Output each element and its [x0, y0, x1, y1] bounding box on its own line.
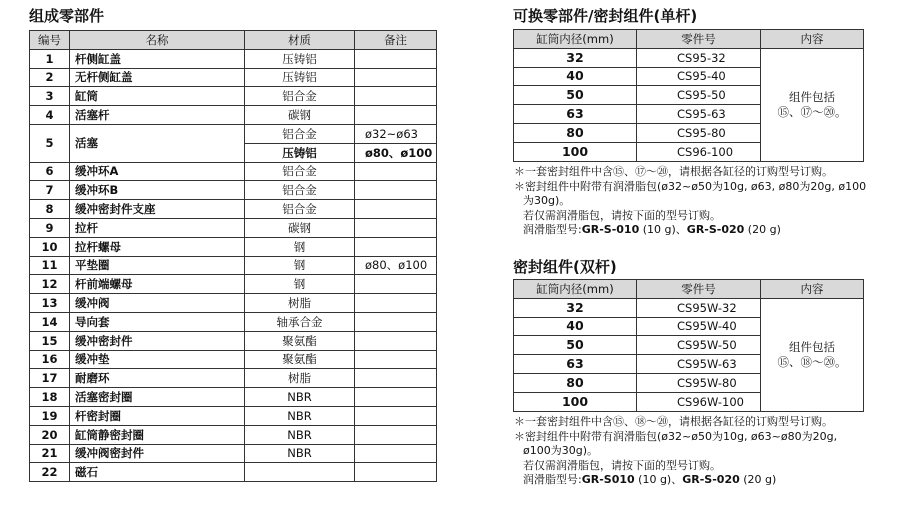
grease-model-line: [514, 223, 894, 238]
note-line: ＊密封组件中附带有润滑脂包(ø32~ø50为10g, ø63~ø80为20g,: [514, 429, 838, 443]
part-name: 导向套: [70, 312, 245, 331]
kit-part-no: CS95W-63: [637, 355, 761, 374]
header-bore: 缸筒内径(mm): [514, 30, 637, 49]
table-row: [30, 294, 437, 313]
double-header-row: [514, 280, 864, 299]
part-note: [355, 406, 437, 425]
single-rod-notes: [514, 165, 894, 238]
table-row: [30, 444, 437, 463]
header-part-no: 零件号: [637, 280, 761, 299]
part-no: 18: [30, 388, 70, 407]
table-row: [30, 106, 437, 125]
kit-content-line2: ⑮、⑱～⑳。: [777, 354, 847, 369]
grease-qty: (20 g): [744, 223, 781, 236]
part-note: [355, 68, 437, 87]
part-material: 碳钢: [245, 218, 355, 237]
kit-part-no: CS95W-32: [637, 298, 761, 317]
part-note: ø80、ø100: [355, 143, 437, 162]
header-part-no: 零件号: [637, 30, 761, 49]
part-material: 铝合金: [245, 162, 355, 181]
kit-part-no: CS95-80: [637, 123, 761, 142]
kit-content-line1: 组件包括: [789, 89, 835, 104]
part-no: 6: [30, 162, 70, 181]
table-row: [30, 388, 437, 407]
note-line: ＊一套密封组件中含⑮、⑰～⑳，请根据各缸径的订购型号订购。: [514, 165, 833, 178]
part-note: [355, 200, 437, 219]
note-line: ＊一套密封组件中含⑮、⑱～⑳，请根据各缸径的订购型号订购。: [514, 415, 833, 428]
table-row: [30, 312, 437, 331]
part-name: 缓冲密封件: [70, 331, 245, 350]
part-material: 钢: [245, 237, 355, 256]
note-line: 若仅需润滑脂包，请按下面的型号订购。: [523, 458, 721, 472]
part-note: [355, 87, 437, 106]
kit-part-no: CS95-63: [637, 105, 761, 124]
header-content: 内容: [761, 30, 864, 49]
table-row: [30, 49, 437, 68]
part-material: 压铸铝: [245, 68, 355, 87]
bore-size: 63: [514, 355, 637, 374]
part-no: 17: [30, 369, 70, 388]
part-note: [355, 463, 437, 482]
part-note: [355, 162, 437, 181]
header-no: 编号: [30, 31, 70, 50]
kit-part-no: CS95W-40: [637, 317, 761, 336]
part-material: NBR: [245, 425, 355, 444]
part-name: 缓冲环A: [70, 162, 245, 181]
grease-code: GR-S-020: [682, 473, 740, 486]
part-note: [355, 350, 437, 369]
table-row: [30, 87, 437, 106]
part-note: [355, 237, 437, 256]
header-bore: 缸筒内径(mm): [514, 280, 637, 299]
bore-size: 63: [514, 105, 637, 124]
part-material: NBR: [245, 444, 355, 463]
part-note: [355, 369, 437, 388]
part-name: 磁石: [70, 463, 245, 482]
part-material: 铝合金: [245, 124, 355, 143]
kit-content: [761, 48, 864, 161]
part-material: 铝合金: [245, 181, 355, 200]
part-material: 压铸铝: [245, 143, 355, 162]
part-material: NBR: [245, 406, 355, 425]
part-no: 1: [30, 49, 70, 68]
part-no: 5: [30, 124, 70, 162]
part-name: 杆密封圈: [70, 406, 245, 425]
part-name: 活塞密封圈: [70, 388, 245, 407]
part-no: 12: [30, 275, 70, 294]
note-line: 若仅需润滑脂包，请按下面的型号订购。: [523, 208, 721, 222]
kit-part-no: CS95W-50: [637, 336, 761, 355]
part-no: 21: [30, 444, 70, 463]
header-material: 材质: [245, 31, 355, 50]
part-no: 15: [30, 331, 70, 350]
note-line: ＊密封组件中附带有润滑脂包(ø32~ø50为10g, ø63, ø80为20g, ø100: [514, 179, 867, 193]
part-material: 铝合金: [245, 200, 355, 219]
part-name: 缓冲垫: [70, 350, 245, 369]
header-content: 内容: [761, 280, 864, 299]
part-no: 22: [30, 463, 70, 482]
part-note: [355, 49, 437, 68]
table-row: [30, 68, 437, 87]
table-row: [30, 463, 437, 482]
part-note: [355, 425, 437, 444]
part-no: 20: [30, 425, 70, 444]
table-row: [30, 256, 437, 275]
bore-size: 50: [514, 86, 637, 105]
part-material: 压铸铝: [245, 49, 355, 68]
table-row: [30, 425, 437, 444]
table-row: [30, 124, 437, 143]
part-name: 活塞杆: [70, 106, 245, 125]
part-material: 树脂: [245, 369, 355, 388]
part-name: 缓冲阀密封件: [70, 444, 245, 463]
table-row: [30, 331, 437, 350]
header-note: 备注: [355, 31, 437, 50]
parts-table: [29, 30, 437, 482]
part-material: 铝合金: [245, 87, 355, 106]
grease-code: GR-S-020: [686, 223, 745, 236]
part-no: 10: [30, 237, 70, 256]
part-no: 9: [30, 218, 70, 237]
part-name: 无杆侧缸盖: [70, 68, 245, 87]
table-row: [30, 406, 437, 425]
part-note: [355, 106, 437, 125]
part-note: [355, 275, 437, 294]
kit-part-no: CS96-100: [637, 142, 761, 161]
header-name: 名称: [70, 31, 245, 50]
grease-qty: (10 g)、: [634, 473, 683, 486]
part-no: 11: [30, 256, 70, 275]
part-no: 19: [30, 406, 70, 425]
part-material: 聚氨酯: [245, 331, 355, 350]
part-note: [355, 181, 437, 200]
part-note: ø80、ø100: [355, 256, 437, 275]
double-rod-title: 密封组件(双杆): [513, 258, 617, 276]
part-name: 平垫圈: [70, 256, 245, 275]
bore-size: 100: [514, 392, 637, 411]
bore-size: 100: [514, 142, 637, 161]
kit-content: [761, 298, 864, 411]
grease-qty: (10 g)、: [639, 223, 687, 236]
part-note: [355, 331, 437, 350]
part-note: [355, 444, 437, 463]
kit-part-no: CS95-32: [637, 48, 761, 67]
part-no: 13: [30, 294, 70, 313]
table-row: [30, 181, 437, 200]
part-name: 拉杆螺母: [70, 237, 245, 256]
bore-size: 32: [514, 298, 637, 317]
grease-code: GR-S010: [581, 473, 635, 486]
part-material: [245, 463, 355, 482]
part-no: 4: [30, 106, 70, 125]
bore-size: 40: [514, 67, 637, 86]
bore-size: 32: [514, 48, 637, 67]
part-name: 耐磨环: [70, 369, 245, 388]
part-note: [355, 294, 437, 313]
grease-model-line: [514, 473, 894, 488]
part-note: [355, 312, 437, 331]
part-material: 树脂: [245, 294, 355, 313]
table-row: [30, 369, 437, 388]
part-material: 轴承合金: [245, 312, 355, 331]
bore-size: 80: [514, 123, 637, 142]
part-note: ø32~ø63: [355, 124, 437, 143]
table-row: [30, 162, 437, 181]
single-rod-table: [513, 29, 864, 162]
part-material: 钢: [245, 275, 355, 294]
part-name: 缸筒: [70, 87, 245, 106]
kit-part-no: CS95-50: [637, 86, 761, 105]
part-no: 2: [30, 68, 70, 87]
grease-label: 润滑脂型号:: [523, 223, 582, 236]
part-name: 缓冲密封件支座: [70, 200, 245, 219]
part-name: 拉杆: [70, 218, 245, 237]
kit-part-no: CS96W-100: [637, 392, 761, 411]
part-no: 14: [30, 312, 70, 331]
part-name: 杆前端螺母: [70, 275, 245, 294]
table-row: [514, 48, 864, 67]
bore-size: 80: [514, 373, 637, 392]
kit-content-line1: 组件包括: [789, 339, 835, 354]
part-note: [355, 388, 437, 407]
kit-content-line2: ⑮、⑰～⑳。: [777, 104, 847, 119]
grease-label: 润滑脂型号:: [523, 473, 582, 486]
part-name: 缓冲环B: [70, 181, 245, 200]
table-row: [30, 275, 437, 294]
note-line: 为30g)。: [523, 194, 571, 207]
parts-header-row: [30, 31, 437, 50]
part-material: 钢: [245, 256, 355, 275]
bore-size: 40: [514, 317, 637, 336]
table-row: [30, 218, 437, 237]
part-material: 碳钢: [245, 106, 355, 125]
table-row: [30, 237, 437, 256]
grease-code: GR-S-010: [581, 223, 640, 236]
single-rod-title: 可换零部件/密封组件(单杆): [513, 7, 698, 25]
kit-part-no: CS95-40: [637, 67, 761, 86]
part-name: 缸筒静密封圈: [70, 425, 245, 444]
grease-qty: (20 g): [739, 473, 777, 486]
bore-size: 50: [514, 336, 637, 355]
single-header-row: [514, 30, 864, 49]
part-name: 杆侧缸盖: [70, 49, 245, 68]
part-name: 活塞: [70, 124, 245, 162]
part-no: 7: [30, 181, 70, 200]
table-row: [30, 200, 437, 219]
part-name: 缓冲阀: [70, 294, 245, 313]
kit-part-no: CS95W-80: [637, 373, 761, 392]
double-rod-table: [513, 279, 864, 412]
table-row: [30, 350, 437, 369]
part-no: 8: [30, 200, 70, 219]
parts-section-title: 组成零部件: [29, 7, 105, 25]
part-material: NBR: [245, 388, 355, 407]
part-no: 3: [30, 87, 70, 106]
part-note: [355, 218, 437, 237]
part-no: 16: [30, 350, 70, 369]
part-material: 聚氨酯: [245, 350, 355, 369]
note-line: ø100为30g)。: [523, 444, 598, 457]
double-rod-notes: [514, 415, 894, 488]
table-row: [514, 298, 864, 317]
